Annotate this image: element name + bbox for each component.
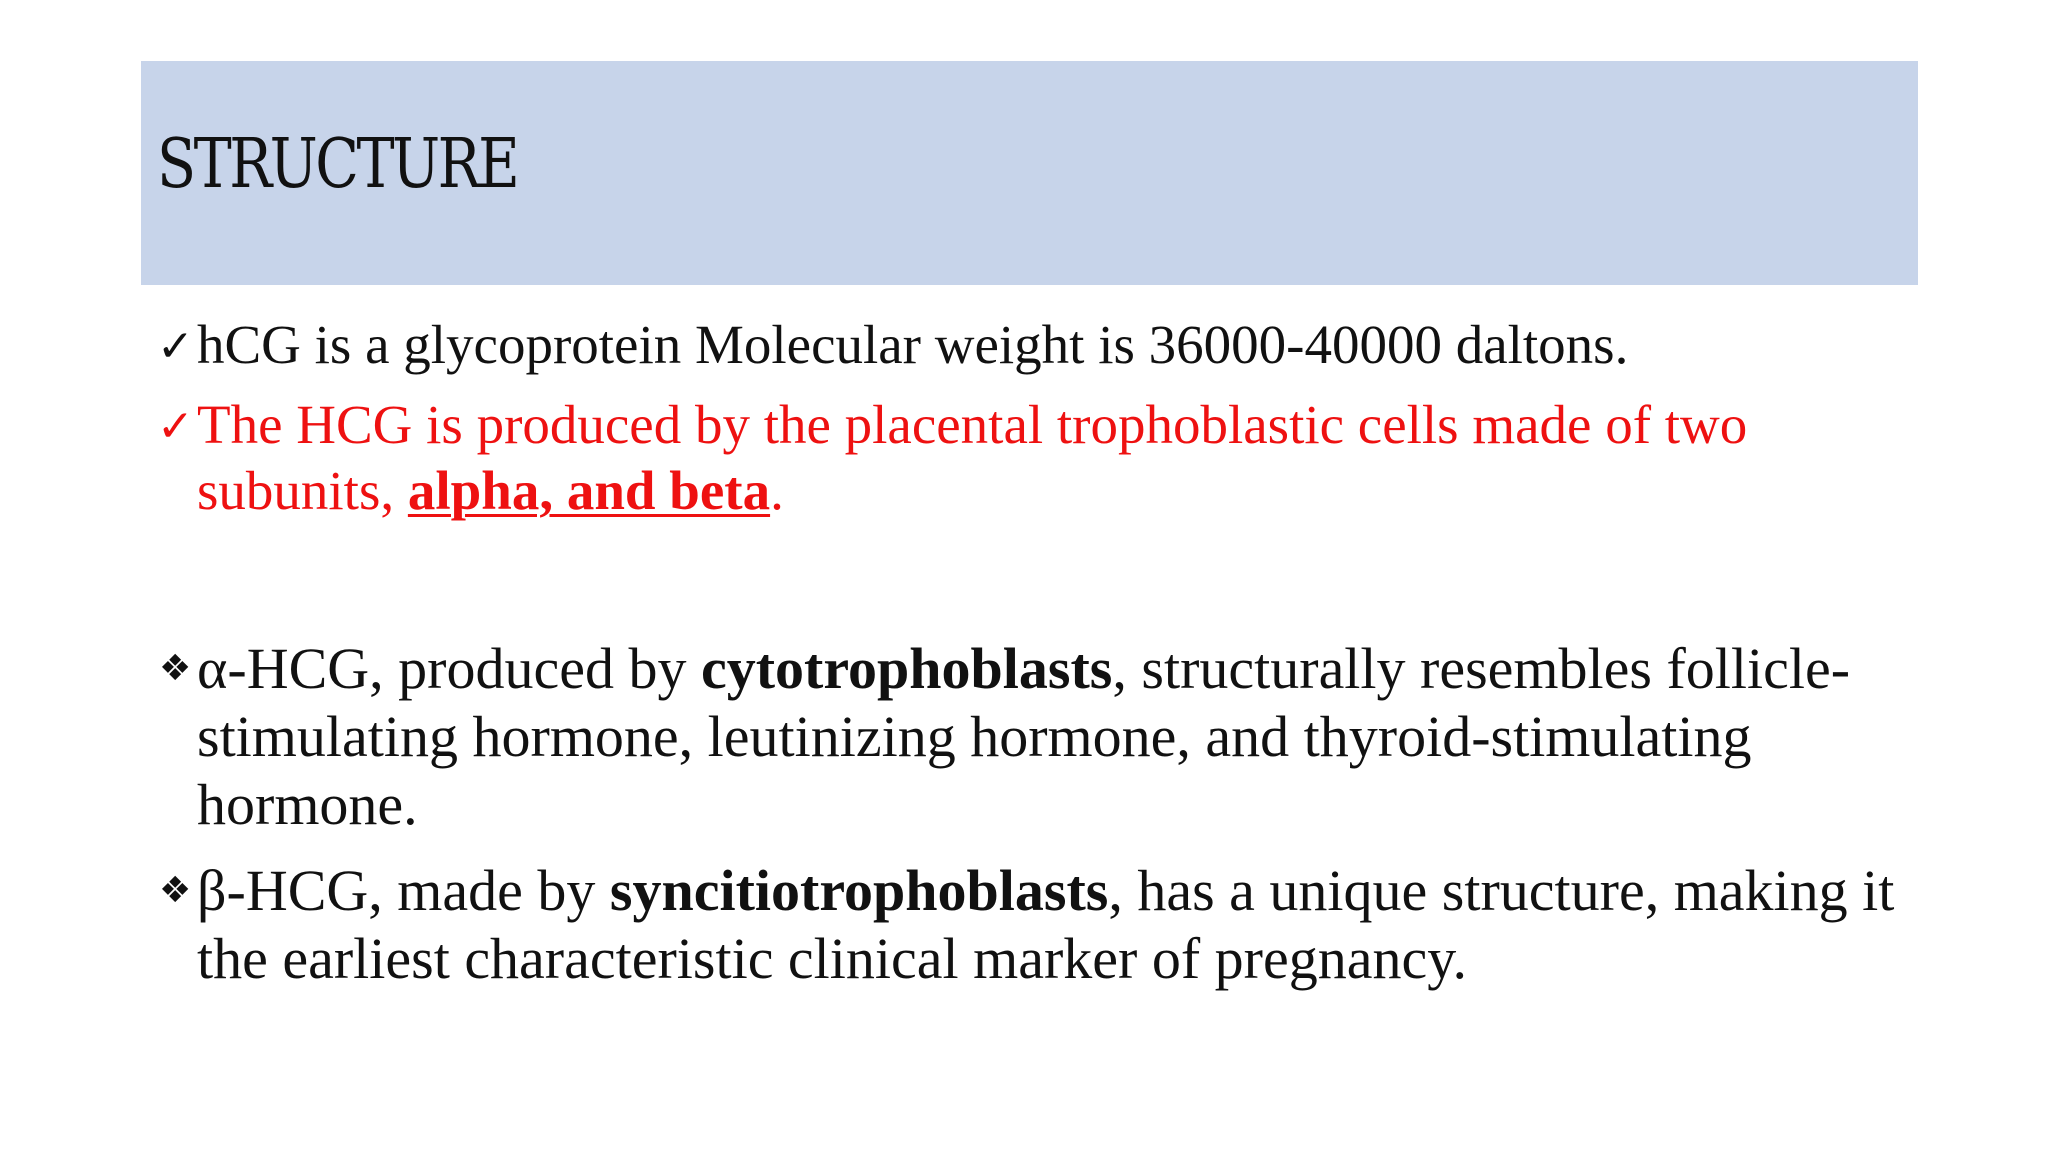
- bullet-molecular-weight: [157, 312, 1927, 378]
- bullet-alpha-hcg: [157, 635, 1927, 839]
- diamond-bullet-icon: ❖: [159, 870, 192, 911]
- bullet-text-after: .: [770, 460, 784, 521]
- bullet-beta-hcg: [157, 857, 1927, 993]
- bullet-hcg-production: [157, 392, 1927, 524]
- checkmark-icon: ✓: [157, 401, 194, 452]
- checkmark-icon: ✓: [157, 321, 194, 372]
- bullet-emphasis: alpha, and beta: [407, 460, 771, 521]
- bullet-text-after: , has a unique structure, making it the earliest characteristic clinical marker of pregnancy.: [197, 858, 1895, 991]
- bullet-text-before: α-HCG, produced by: [197, 636, 701, 701]
- bullet-text-before: The HCG is produced by the placental trophoblastic cells made of two subunits,: [197, 394, 1748, 521]
- bullet-emphasis: syncitiotrophoblasts: [609, 858, 1109, 923]
- slide-body: [157, 312, 1927, 993]
- bullet-text: hCG is a glycoprotein Molecular weight is 36000-40000 daltons.: [197, 314, 1629, 375]
- bullet-text-before: β-HCG, made by: [197, 858, 610, 923]
- bullet-text-after: , structurally resembles follicle-stimulating hormone, leutinizing hormone, and thyroid-stimulating hormone.: [197, 636, 1851, 837]
- title-band: [141, 61, 1918, 285]
- slide-title: STRUCTURE: [157, 125, 518, 204]
- bullet-emphasis: cytotrophoblasts: [700, 636, 1113, 701]
- diamond-bullet-icon: ❖: [159, 648, 192, 689]
